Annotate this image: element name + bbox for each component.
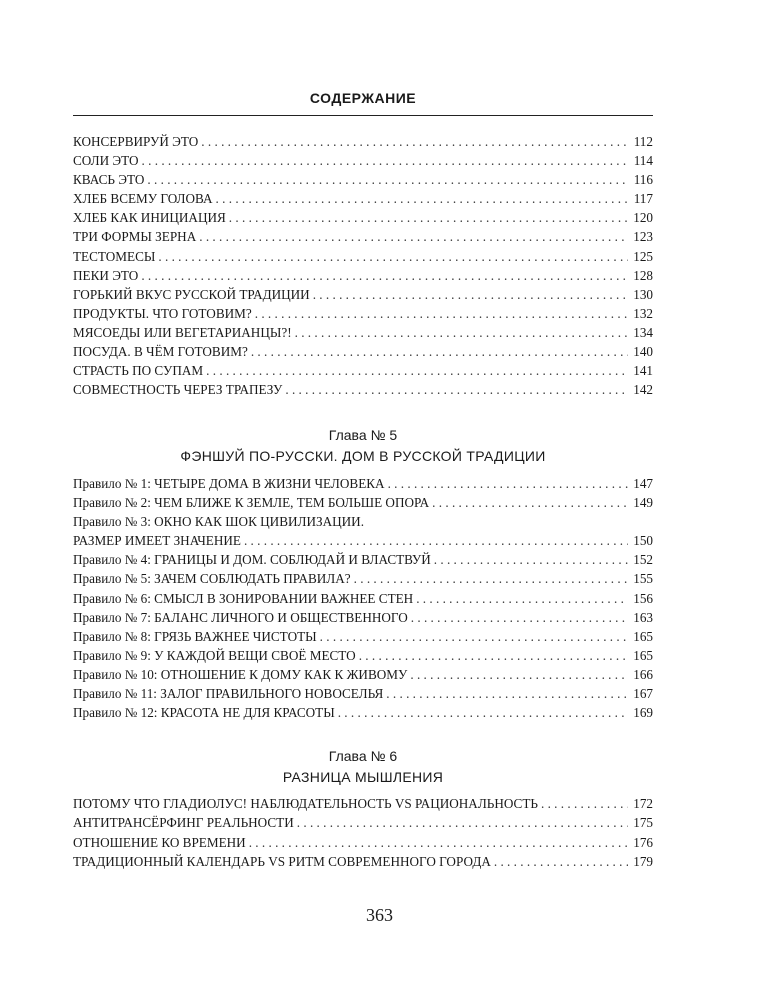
toc-entry-page: 163: [633, 609, 653, 625]
toc-entry-title: Правило № 2: ЧЕМ БЛИЖЕ К ЗЕМЛЕ, ТЕМ БОЛЬШЕ ОПОРА: [73, 495, 430, 511]
toc-entry[interactable]: [73, 208, 653, 227]
toc-leader-dots: [313, 285, 628, 304]
toc-entry[interactable]: [73, 266, 653, 285]
toc-leader-dots: [411, 608, 628, 627]
toc-entry-page: 147: [633, 476, 653, 491]
toc-entry-title: АНТИТРАНСЁРФИНГ РЕАЛЬНОСТИ: [73, 815, 294, 831]
toc-entry[interactable]: [73, 170, 653, 189]
toc-leader-dots: [251, 342, 628, 361]
page-title: СОДЕРЖАНИЕ: [309, 90, 417, 106]
toc-entry-title: ХЛЕБ ВСЕМУ ГОЛОВА: [73, 191, 213, 207]
toc-entry-title: Правило № 7: БАЛАНС ЛИЧНОГО И ОБЩЕСТВЕННОГО: [73, 609, 408, 625]
toc-entry-page: 130: [633, 286, 653, 302]
toc-entry-page: 117: [633, 191, 653, 207]
toc-entry[interactable]: [73, 569, 653, 588]
toc-entry[interactable]: [73, 608, 653, 627]
toc-chapter-5: [73, 474, 653, 722]
toc-chapter-6: [73, 794, 653, 871]
title-divider: [73, 115, 653, 116]
toc-entry-title: ПОСУДА. В ЧЁМ ГОТОВИМ?: [73, 344, 248, 360]
toc-entry-page: 167: [633, 686, 653, 702]
toc-entry-title: ТРАДИЦИОННЫЙ КАЛЕНДАРЬ VS РИТМ СОВРЕМЕННОГО ГОРОДА: [73, 853, 491, 869]
toc-entry-page: 169: [633, 705, 653, 721]
chapter-6-title: РАЗНИЦА МЫШЛЕНИЯ: [282, 769, 444, 785]
toc-leader-dots: [249, 833, 628, 852]
toc-leader-dots: [158, 247, 628, 266]
toc-entry-page: 142: [633, 382, 653, 398]
toc-entry-page: 165: [633, 647, 653, 663]
toc-leader-dots: [434, 550, 628, 569]
toc-entry[interactable]: [73, 833, 653, 852]
toc-entry[interactable]: [73, 323, 653, 342]
toc-entry-page: 175: [633, 815, 653, 831]
toc-leader-dots: [141, 266, 628, 285]
toc-entry-page: 165: [633, 628, 653, 644]
toc-leader-dots: [354, 569, 628, 588]
toc-entry[interactable]: [73, 247, 653, 266]
toc-entry-page: 134: [633, 324, 653, 340]
toc-entry-page: 152: [633, 552, 653, 568]
toc-entry[interactable]: [73, 304, 653, 323]
toc-leader-dots: [206, 361, 628, 380]
toc-entry-page: 176: [633, 834, 653, 850]
toc-entry[interactable]: [73, 380, 653, 399]
toc-leader-dots: [229, 208, 628, 227]
toc-leader-dots: [320, 627, 628, 646]
chapter-5-title: ФЭНШУЙ ПО-РУССКИ. ДОМ В РУССКОЙ ТРАДИЦИИ: [180, 448, 546, 464]
toc-entry-page: 116: [633, 172, 653, 188]
toc-entry-page: 125: [633, 248, 653, 264]
page-number: 363: [366, 905, 393, 925]
toc-leader-dots: [147, 170, 628, 189]
toc-entry[interactable]: [73, 189, 653, 208]
toc-entry[interactable]: [73, 794, 653, 813]
toc-leader-dots: [285, 380, 628, 399]
toc-entry-page: 150: [633, 533, 653, 549]
toc-entry-title: ТЕСТОМЕСЫ: [73, 248, 156, 264]
toc-entry[interactable]: [73, 852, 653, 871]
toc-entry-page: 155: [633, 571, 653, 587]
toc-entry-page: 114: [633, 153, 653, 169]
toc-entry[interactable]: [73, 665, 653, 684]
toc-leader-dots: [295, 323, 628, 342]
toc-entry-title: Правило № 12: КРАСОТА НЕ ДЛЯ КРАСОТЫ: [73, 705, 335, 721]
toc-entry-title: СТРАСТЬ ПО СУПАМ: [73, 363, 204, 379]
toc-entry-title: Правило № 4: ГРАНИЦЫ И ДОМ. СОБЛЮДАЙ И ВЛАСТВУЙ: [73, 552, 431, 568]
toc-entry-title: Правило № 5: ЗАЧЕМ СОБЛЮДАТЬ ПРАВИЛА?: [73, 571, 351, 587]
toc-entry[interactable]: [73, 646, 653, 665]
toc-entry[interactable]: [73, 285, 653, 304]
toc-section-1: [73, 132, 653, 399]
toc-entry-title: ТРИ ФОРМЫ ЗЕРНА: [73, 229, 197, 245]
toc-entry-page: 123: [633, 229, 653, 245]
toc-entry-page: 128: [633, 267, 653, 283]
toc-entry-title: ОТНОШЕНИЕ КО ВРЕМЕНИ: [73, 834, 246, 850]
toc-leader-dots: [410, 665, 628, 684]
chapter-6-number: Глава № 6: [328, 748, 398, 764]
toc-entry-title: КВАСЬ ЭТО: [73, 172, 145, 188]
toc-entry[interactable]: [73, 703, 653, 722]
toc-entry[interactable]: [73, 550, 653, 569]
toc-leader-dots: [338, 703, 628, 722]
toc-entry[interactable]: [73, 493, 653, 512]
toc-leader-dots: [244, 531, 628, 550]
toc-entry[interactable]: [73, 342, 653, 361]
toc-entry[interactable]: [73, 227, 653, 246]
toc-entry-title: Правило № 6: СМЫСЛ В ЗОНИРОВАНИИ ВАЖНЕЕ СТЕН: [73, 590, 414, 606]
toc-entry-title: МЯСОЕДЫ ИЛИ ВЕГЕТАРИАНЦЫ?!: [73, 324, 292, 340]
toc-entry-page: 141: [633, 363, 653, 379]
toc-leader-dots: [199, 227, 628, 246]
chapter-6-heading: [73, 746, 653, 788]
toc-entry-page: 166: [633, 666, 653, 682]
toc-leader-dots: [494, 852, 628, 871]
toc-entry-title: СОВМЕСТНОСТЬ ЧЕРЕЗ ТРАПЕЗУ: [73, 382, 283, 398]
toc-entry-title: ГОРЬКИЙ ВКУС РУССКОЙ ТРАДИЦИИ: [73, 286, 310, 302]
toc-entry-page: 112: [633, 134, 653, 149]
toc-entry-page: 132: [633, 305, 653, 321]
toc-entry[interactable]: [73, 684, 653, 703]
toc-entry[interactable]: [73, 151, 653, 170]
toc-entry-page: 156: [633, 590, 653, 606]
toc-entry[interactable]: [73, 531, 653, 550]
toc-entry[interactable]: [73, 589, 653, 608]
toc-leader-dots: [216, 189, 628, 208]
toc-entry-title: Правило № 1: ЧЕТЫРЕ ДОМА В ЖИЗНИ ЧЕЛОВЕКА: [73, 476, 385, 491]
toc-entry-title: РАЗМЕР ИМЕЕТ ЗНАЧЕНИЕ: [73, 533, 241, 549]
toc-leader-dots: [541, 794, 628, 813]
toc-entry-title: Правило № 11: ЗАЛОГ ПРАВИЛЬНОГО НОВОСЕЛЬЯ: [73, 686, 384, 702]
toc-entry-page: 149: [633, 495, 653, 511]
toc-leader-dots: [386, 684, 628, 703]
toc-entry-title: Правило № 10: ОТНОШЕНИЕ К ДОМУ КАК К ЖИВОМУ: [73, 666, 408, 682]
toc-entry[interactable]: [73, 132, 653, 151]
toc-entry[interactable]: [73, 627, 653, 646]
chapter-5-number: Глава № 5: [328, 427, 398, 443]
chapter-5-heading: [73, 425, 653, 467]
toc-entry-title: ПРОДУКТЫ. ЧТО ГОТОВИМ?: [73, 305, 252, 321]
toc-leader-dots: [416, 589, 628, 608]
toc-entry[interactable]: [73, 474, 653, 493]
toc-entry-page: 120: [633, 210, 653, 226]
toc-entry-title: Правило № 8: ГРЯЗЬ ВАЖНЕЕ ЧИСТОТЫ: [73, 628, 317, 644]
toc-leader-dots: [255, 304, 628, 323]
toc-entry-page: 172: [633, 796, 653, 811]
toc-entry-title: ПОТОМУ ЧТО ГЛАДИОЛУС! НАБЛЮДАТЕЛЬНОСТЬ VS РАЦИОНАЛЬНОСТЬ: [73, 796, 538, 811]
toc-entry-title: Правило № 9: У КАЖДОЙ ВЕЩИ СВОЁ МЕСТО: [73, 647, 356, 663]
toc-leader-dots: [297, 813, 628, 832]
toc-entry-page: 179: [633, 853, 653, 869]
toc-entry-title: Правило № 3: ОКНО КАК ШОК ЦИВИЛИЗАЦИИ.: [73, 514, 364, 530]
toc-entry[interactable]: [73, 361, 653, 380]
toc-leader-dots: [142, 151, 628, 170]
toc-leader-dots: [432, 493, 628, 512]
toc-entry[interactable]: [73, 512, 653, 531]
toc-leader-dots: [201, 132, 628, 151]
toc-entry-title: СОЛИ ЭТО: [73, 153, 139, 169]
toc-entry-title: ХЛЕБ КАК ИНИЦИАЦИЯ: [73, 210, 226, 226]
toc-leader-dots: [388, 474, 628, 493]
toc-entry-title: ПЕКИ ЭТО: [73, 267, 139, 283]
toc-entry-title: КОНСЕРВИРУЙ ЭТО: [73, 134, 199, 149]
toc-entry-page: 140: [633, 344, 653, 360]
toc-entry[interactable]: [73, 813, 653, 832]
toc-leader-dots: [359, 646, 628, 665]
